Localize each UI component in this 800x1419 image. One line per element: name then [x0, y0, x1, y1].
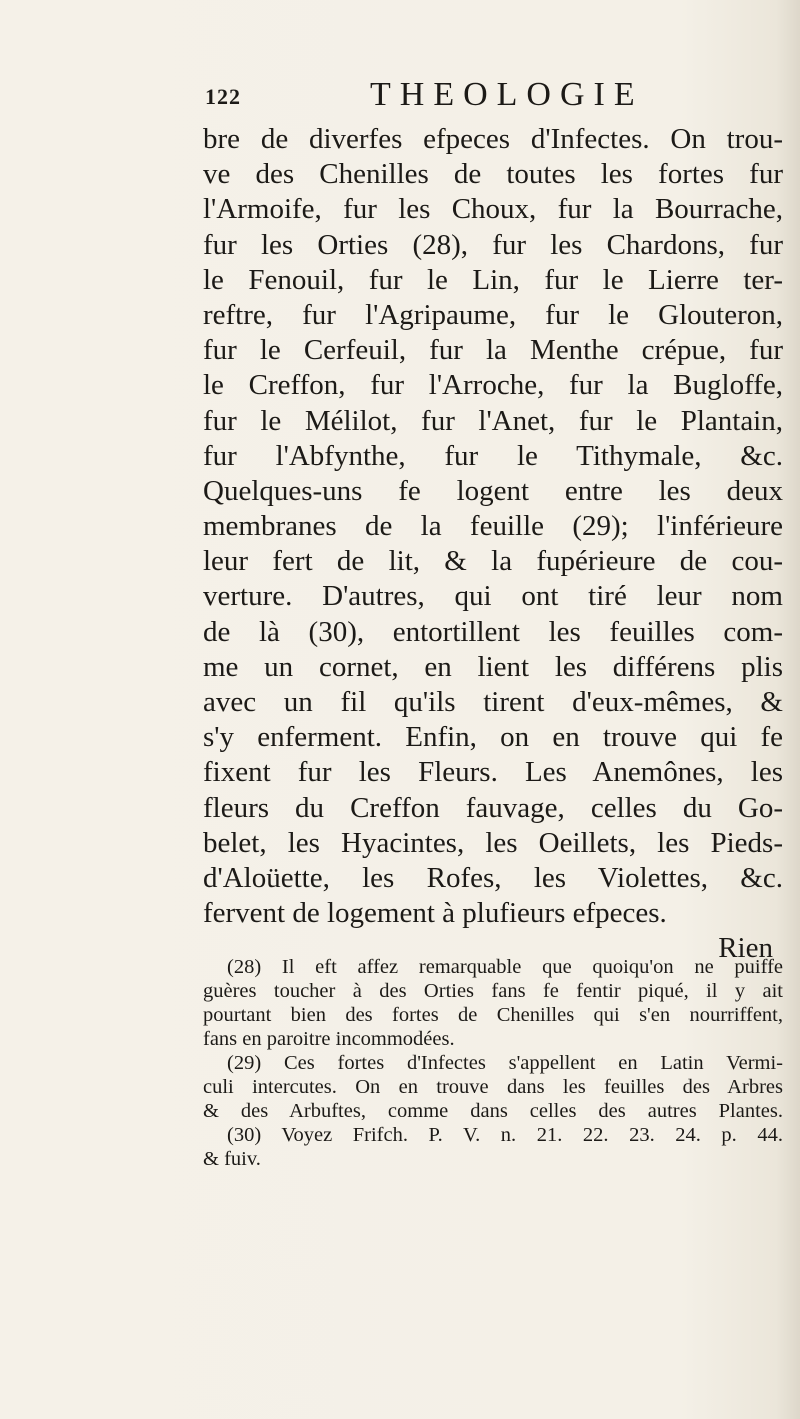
footnote-line: & fuiv.	[203, 1148, 261, 1170]
text-line: avec un fil qu'ils tirent d'eux-mêmes, &	[203, 686, 783, 718]
text-line: ve des Chenilles de toutes les fortes fur	[203, 158, 783, 191]
main-text	[203, 122, 783, 967]
catchword: Rien	[718, 932, 773, 965]
text-line: s'y enferment. Enfin, on en trouve qui fe	[203, 721, 783, 754]
text-line: Quelques-uns fe logent entre les deux	[203, 474, 783, 507]
footnote-line: (30) Voyez Frifch. P. V. n. 21. 22. 23. 24. p. 44.	[227, 1124, 783, 1146]
footnote-line: pourtant bien des fortes de Chenilles qui s'en nourriffent,	[203, 1004, 783, 1026]
text-line: membranes de la feuille (29); l'inférieure	[203, 510, 783, 543]
footnote-line: fans en paroitre incommodées.	[203, 1028, 455, 1050]
text-line: le Creffon, fur l'Arroche, fur la Bugloffe,	[203, 369, 783, 402]
footnote-line: culi intercutes. On en trouve dans les feuilles des Arbres	[203, 1076, 783, 1098]
text-line: bre de diverfes efpeces d'Infectes. On trou-	[203, 123, 783, 155]
page-number: 122	[205, 84, 241, 109]
text-line: d'Aloüette, les Rofes, les Violettes, &c.	[203, 861, 783, 894]
running-title: THEOLOGIE	[370, 76, 644, 113]
footnote-line: (29) Ces fortes d'Infectes s'appellent en Latin Vermi-	[227, 1052, 783, 1074]
text-line: fleurs du Creffon fauvage, celles du Go-	[203, 791, 783, 824]
footnote-line: & des Arbuftes, comme dans celles des autres Plantes.	[203, 1100, 783, 1122]
page-header	[205, 76, 785, 120]
text-line: fur les Orties (28), fur les Chardons, fur	[203, 228, 783, 261]
text-line: le Fenouil, fur le Lin, fur le Lierre ter-	[203, 263, 783, 296]
footnote-line: (28) Il eft affez remarquable que quoiqu'on ne puiffe	[227, 956, 783, 978]
text-line: belet, les Hyacintes, les Oeillets, les Pieds-	[203, 826, 783, 859]
text-line: verture. D'autres, qui ont tiré leur nom	[203, 580, 783, 613]
footnotes	[203, 955, 783, 1171]
text-line: me un cornet, en lient les différens plis	[203, 650, 783, 683]
text-line: fixent fur les Fleurs. Les Anemônes, les	[203, 756, 783, 789]
text-line: de là (30), entortillent les feuilles com-	[203, 615, 783, 648]
text-line: fur le Cerfeuil, fur la Menthe crépue, fur	[203, 334, 783, 367]
text-line: leur fert de lit, & la fupérieure de cou-	[203, 545, 783, 578]
text-line: reftre, fur l'Agripaume, fur le Glouteron,	[203, 298, 783, 331]
footnote-line: guères toucher à des Orties fans fe fentir piqué, il y ait	[203, 980, 783, 1002]
text-line: l'Armoife, fur les Choux, fur la Bourrache,	[203, 193, 783, 226]
text-line: fur l'Abfynthe, fur le Tithymale, &c.	[203, 439, 783, 472]
text-line: fur le Mélilot, fur l'Anet, fur le Plantain,	[203, 404, 783, 437]
text-line: fervent de logement à plufieurs efpeces.	[203, 897, 667, 930]
